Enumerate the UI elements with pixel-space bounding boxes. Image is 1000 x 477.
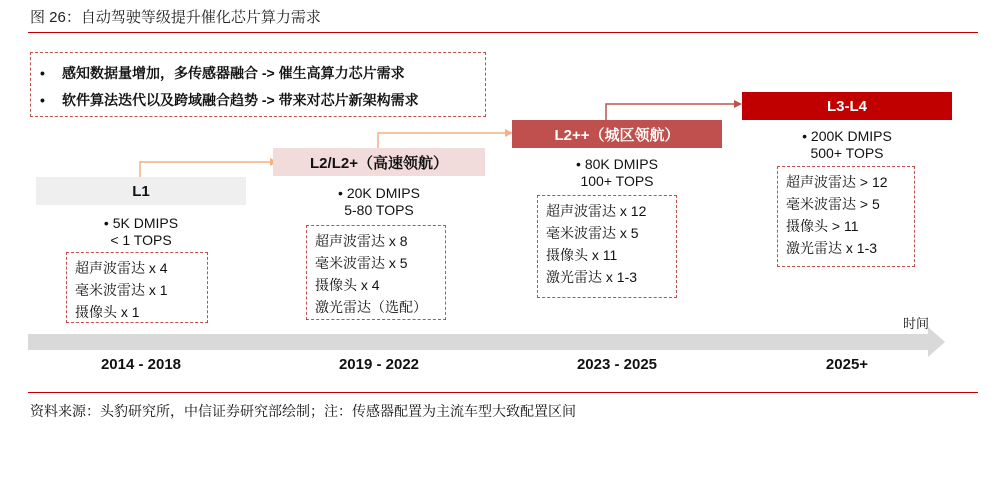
timeline-year-4: 2025+ xyxy=(825,356,869,373)
timeline-year-1: 2014 - 2018 xyxy=(100,356,182,373)
stage-l1-tops: < 1 TOPS xyxy=(110,232,172,248)
bullet-dot-icon: • xyxy=(40,92,45,108)
timeline-arrow xyxy=(28,327,945,357)
sensor-item: 激光雷达（选配） xyxy=(315,299,427,315)
connector-l1-l2 xyxy=(140,162,270,177)
stage-l2-dmips: • 20K DMIPS xyxy=(338,185,420,201)
stage-l2pp-dmips: • 80K DMIPS xyxy=(576,156,658,172)
source-note: 资料来源：头豹研究所，中信证券研究部绘制；注：传感器配置为主流车型大致配置区间 xyxy=(30,403,576,419)
sensor-item: 毫米波雷达 x 5 xyxy=(546,225,639,241)
stage-l1-spec xyxy=(36,215,246,249)
sensor-item: 超声波雷达 x 4 xyxy=(75,260,168,276)
stage-l3l4-tops: 500+ TOPS xyxy=(810,145,884,161)
sensor-item: 激光雷达 x 1-3 xyxy=(786,240,878,256)
sensor-item: 超声波雷达 > 12 xyxy=(786,174,888,190)
stage-l2pp-spec xyxy=(512,156,722,190)
stage-l2pp-tops: 100+ TOPS xyxy=(580,173,654,189)
stage-l3l4-sensors xyxy=(777,166,915,267)
bottom-divider xyxy=(28,392,978,393)
summary-text-2: 软件算法迭代以及跨域融合趋势 -> 带来对芯片新架构需求 xyxy=(62,92,419,108)
stage-l2pp-header: L2++（城区领航） xyxy=(512,120,722,148)
stage-l1-header: L1 xyxy=(36,177,246,205)
connector-l2-l3 xyxy=(378,133,505,148)
stage-l2-tops: 5-80 TOPS xyxy=(344,202,414,218)
stage-l2-spec xyxy=(273,185,485,219)
bullet-dot-icon: • xyxy=(40,65,45,81)
sensor-item: 超声波雷达 x 12 xyxy=(546,203,647,219)
sensor-item: 毫米波雷达 > 5 xyxy=(786,196,880,212)
timeline-year-3: 2023 - 2025 xyxy=(576,356,658,373)
sensor-item: 摄像头 > 11 xyxy=(786,218,859,234)
sensor-item: 激光雷达 x 1-3 xyxy=(546,269,638,285)
stage-l1-sensors xyxy=(66,252,208,323)
sensor-item: 毫米波雷达 x 5 xyxy=(315,255,408,271)
connector-l3-l4 xyxy=(606,104,734,120)
summary-text-1: 感知数据量增加，多传感器融合 -> 催生高算力芯片需求 xyxy=(62,65,405,81)
sensor-item: 摄像头 x 1 xyxy=(75,304,140,320)
timeline-year-2: 2019 - 2022 xyxy=(338,356,420,373)
stage-l2-sensors xyxy=(306,225,446,320)
stage-l3l4-spec xyxy=(742,128,952,162)
sensor-item: 超声波雷达 x 8 xyxy=(315,233,408,249)
timeline-axis-label: 时间 xyxy=(903,316,930,331)
sensor-item: 摄像头 x 4 xyxy=(315,277,380,293)
stage-l2-header: L2/L2+（高速领航） xyxy=(273,148,485,176)
stage-l3l4-dmips: • 200K DMIPS xyxy=(802,128,892,144)
stage-l2pp-sensors xyxy=(537,195,677,298)
figure-title: 图 26：自动驾驶等级提升催化芯片算力需求 xyxy=(30,9,321,26)
stage-l3l4-header: L3-L4 xyxy=(742,92,952,120)
connector-arrowhead-icon xyxy=(734,100,742,108)
sensor-item: 摄像头 x 11 xyxy=(546,247,618,263)
sensor-item: 毫米波雷达 x 1 xyxy=(75,282,168,298)
stage-l1-dmips: • 5K DMIPS xyxy=(103,215,179,231)
